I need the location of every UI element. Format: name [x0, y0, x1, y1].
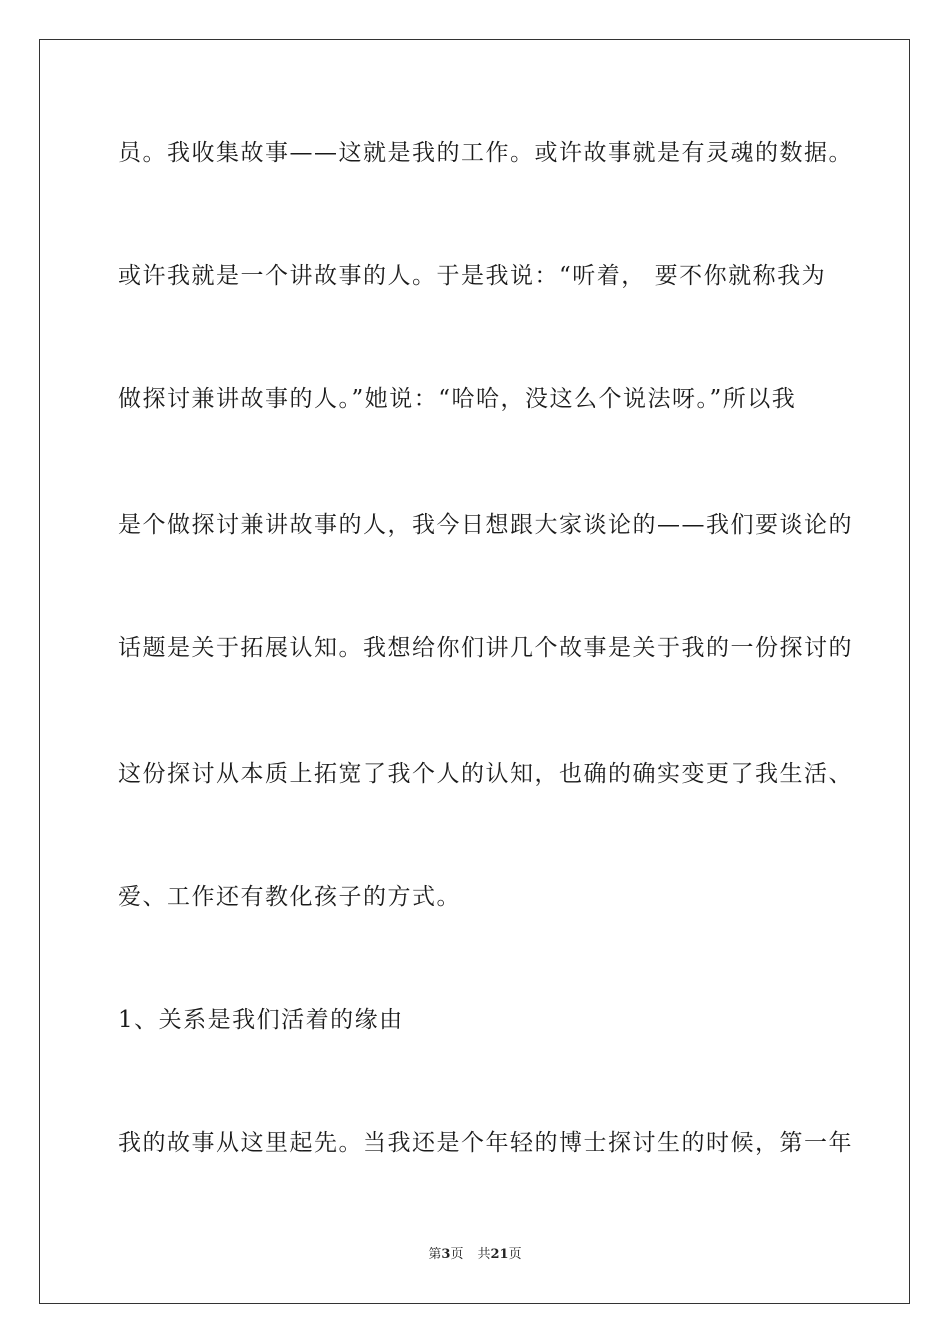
body-text-line: 话题是关于拓展认知。我想给你们讲几个故事是关于我的一份探讨的	[118, 635, 853, 661]
section-heading: 1、关系是我们活着的缘由	[118, 1007, 404, 1033]
page-label-prefix: 第	[428, 1247, 442, 1262]
body-text-line: 做探讨兼讲故事的人。”她说：“哈哈，没这么个说法呀。”所以我	[118, 386, 797, 412]
page-footer	[0, 1246, 950, 1264]
body-text-line: 这份探讨从本质上拓宽了我个人的认知，也确的确实变更了我生活、	[118, 761, 853, 787]
total-label-suffix: 页	[508, 1247, 522, 1262]
body-text-line: 我的故事从这里起先。当我还是个年轻的博士探讨生的时候，第一年	[118, 1130, 853, 1156]
body-text-line: 员。我收集故事——这就是我的工作。或许故事就是有灵魂的数据。	[118, 140, 853, 166]
body-text-line: 是个做探讨兼讲故事的人，我今日想跟大家谈论的——我们要谈论的	[118, 512, 853, 538]
body-text-line: 爱、工作还有教化孩子的方式。	[118, 884, 461, 910]
total-label-prefix: 共	[477, 1247, 491, 1262]
body-text-line: 或许我就是一个讲故事的人。于是我说：“听着， 要不你就称我为	[118, 263, 827, 289]
page-border	[39, 39, 910, 1304]
page-number: 3	[441, 1247, 451, 1262]
total-pages: 21	[490, 1247, 509, 1262]
page-label-suffix: 页	[450, 1247, 464, 1262]
